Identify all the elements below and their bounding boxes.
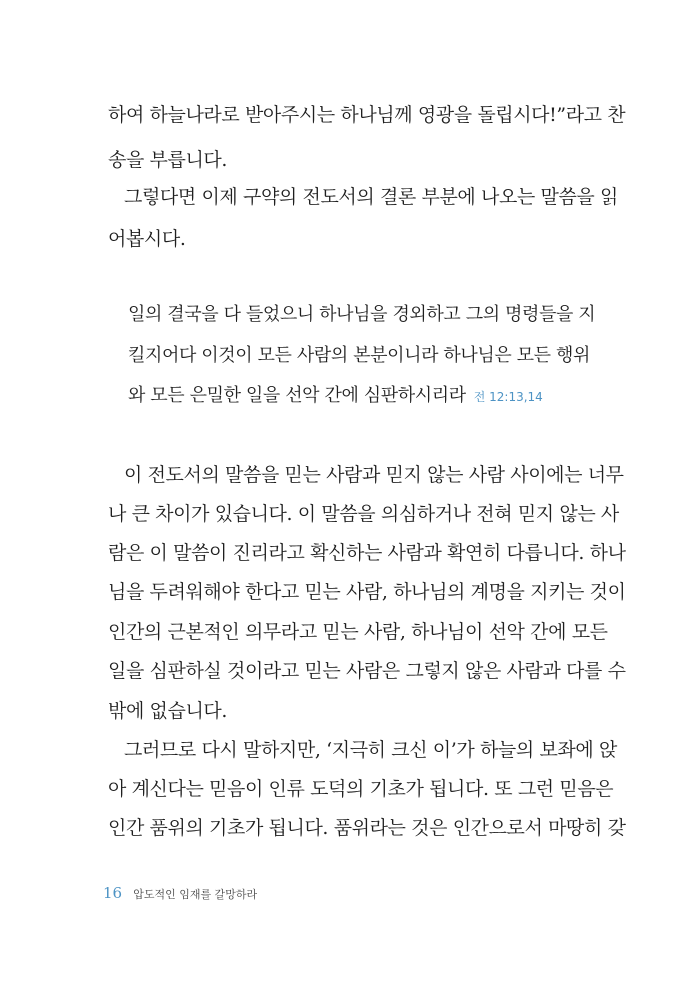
quote-line-1: 일의 결국을 다 들었으니 하나님을 경외하고 그의 명령들을 지 <box>128 304 596 325</box>
quote-line-3 <box>128 384 580 409</box>
p3-line-1: 이 전도서의 말씀을 믿는 사람과 믿지 않는 사람 사이에는 너무 <box>124 464 624 486</box>
page-number: 16 <box>103 884 123 902</box>
p3-line-3: 람은 이 말씀이 진리라고 확신하는 사람과 확연히 다릅니다. 하나 <box>108 542 626 564</box>
p4-line-1: 그러므로 다시 말하지만, ‘지극히 크신 이’가 하늘의 보좌에 앉 <box>124 739 617 761</box>
book-title: 압도적인 임재를 갈망하라 <box>133 888 258 901</box>
p4-line-3: 인간 품위의 기초가 됩니다. 품위라는 것은 인간으로서 마땅히 갖 <box>108 817 626 839</box>
p4-line-2: 아 계신다는 믿음이 인류 도덕의 기초가 됩니다. 또 그런 믿음은 <box>108 778 614 800</box>
p3-line-4: 님을 두려워해야 한다고 믿는 사람, 하나님의 계명을 지키는 것이 <box>108 581 626 603</box>
p3-line-2: 나 큰 차이가 있습니다. 이 말씀을 의심하거나 전혀 믿지 않는 사 <box>108 503 619 525</box>
scripture-reference: 전 12:13,14 <box>473 390 543 404</box>
p3-line-5: 인간의 근본적인 의무라고 믿는 사람, 하나님이 선악 간에 모든 <box>108 621 608 643</box>
quote-line-2: 킬지어다 이것이 모든 사람의 본분이니라 하나님은 모든 행위 <box>128 345 590 366</box>
p3-line-7: 밖에 없습니다. <box>108 700 228 722</box>
p3-line-6: 일을 심판하실 것이라고 믿는 사람은 그렇지 않은 사람과 다를 수 <box>108 660 626 682</box>
p1-line-1: 하여 하늘나라로 받아주시는 하나님께 영광을 돌립시다!”라고 찬 <box>108 104 626 126</box>
page-footer <box>103 883 257 902</box>
quote-line-3-text: 와 모든 은밀한 일을 선악 간에 심판하시리라 <box>128 385 466 406</box>
p2-line-1: 그렇다면 이제 구약의 전도서의 결론 부분에 나오는 말씀을 읽 <box>124 186 618 208</box>
p1-line-2: 송을 부릅니다. <box>108 149 228 171</box>
p2-line-2: 어봅시다. <box>108 228 186 250</box>
